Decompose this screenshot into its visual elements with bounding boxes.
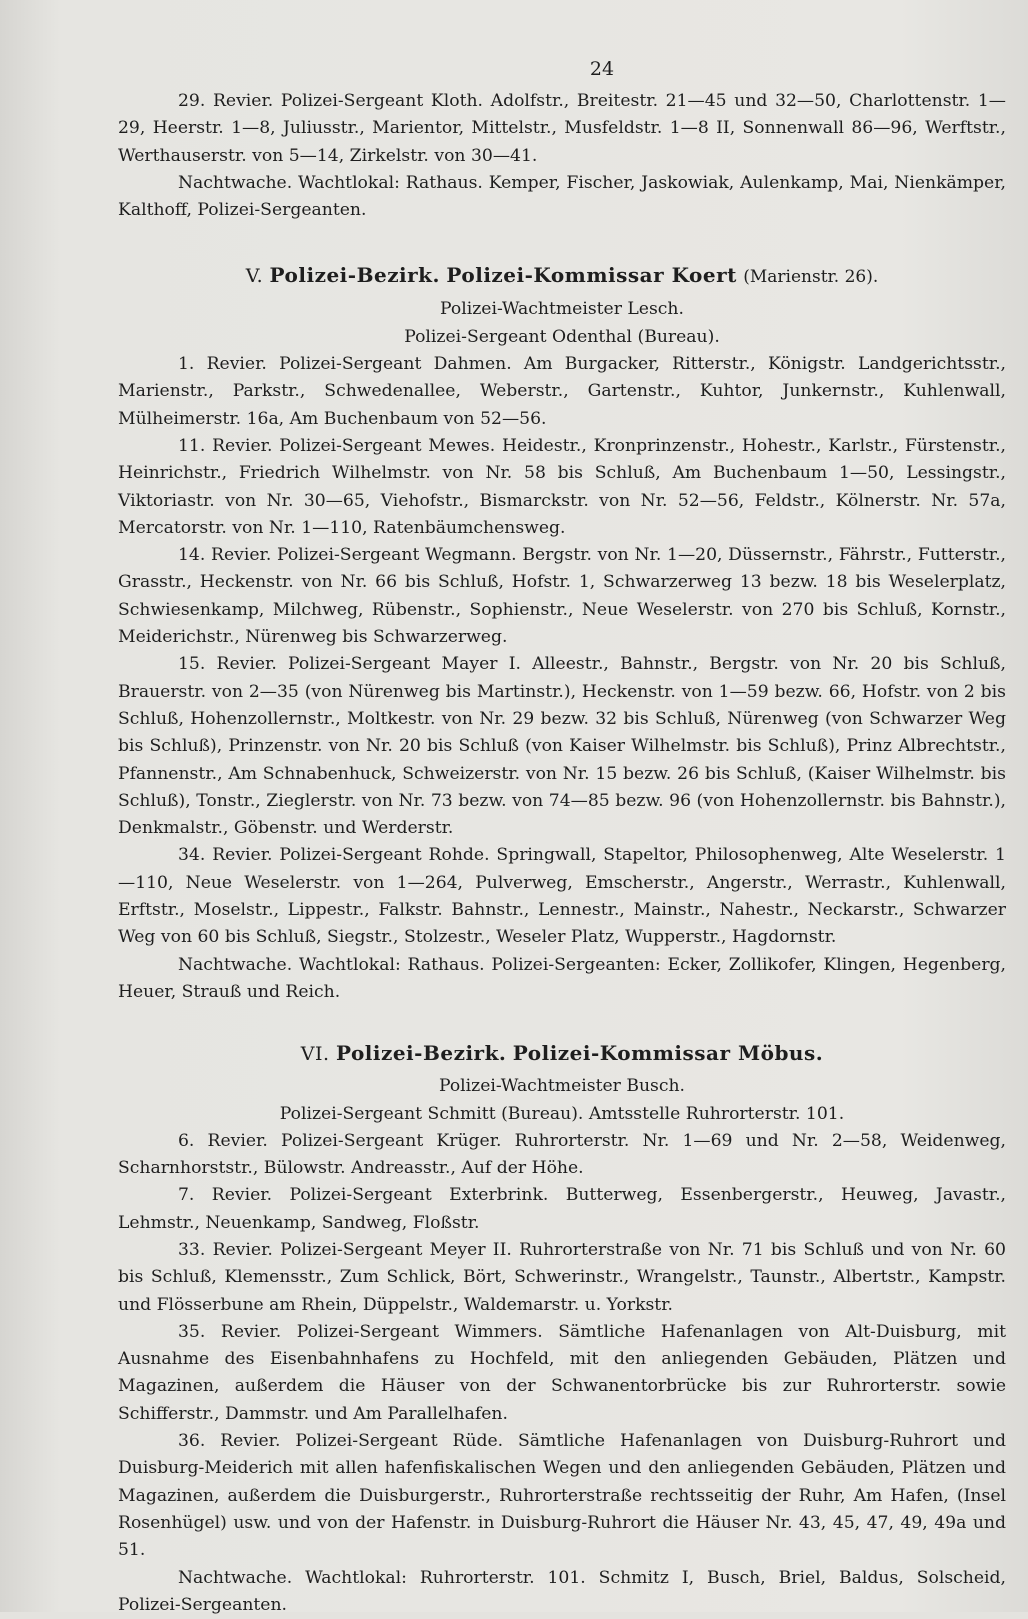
revier-paragraph: 11. Revier. Polizei-Sergeant Mewes. Heidestr., Kronprinzenstr., Hohestr., Karlstr., Fürstenstr., Heinrichstr., Friedrich Wilhelmstr. von Nr. 58 bis Schluß, Am Buchenbaum 1—50, Lessingstr., Viktoriastr. von Nr. 30—65, Viehofstr., Bismarckstr. von Nr. 52—56, Feldstr., Kölnerstr. Nr. 57a, Mercatorstr. von Nr. 1—110, Ratenbäumchensweg. — [118, 435, 1006, 538]
revier-paragraph: 7. Revier. Polizei-Sergeant Exterbrink. Butterweg, Essenbergerstr., Heuweg, Javastr., Lehmstr., Neuenkamp, Sandweg, Floßstr. — [118, 1185, 1006, 1233]
district-vi-label: Polizei-Bezirk. — [335, 1041, 507, 1066]
revier-paragraph: 1. Revier. Polizei-Sergeant Dahmen. Am Burgacker, Ritterstr., Königstr. Landgerichtsstr., Marienstr., Parkstr., Schwedenallee, Weberstr., Gartenstr., Kuhtor, Junkernstr., Kuhlenwall, Mülheimerstr. 16a, Am Buchenbaum von 52—56. — [118, 354, 1006, 429]
page-number: 24 — [589, 58, 615, 80]
revier-paragraph: 35. Revier. Polizei-Sergeant Wimmers. Sämtliche Hafenanlagen von Alt-Duisburg, mit Ausnahme des Eisenbahnhafens zu Hochfeld, mit den anliegenden Gebäuden, Plätzen und Magazinen, außerdem die Häuser von der Schwanentorbrücke bis zur Ruhrorterstr. sowie Schifferstr., Dammstr. und Am Parallelhafen. — [118, 1321, 1006, 1424]
revier-paragraph: 15. Revier. Polizei-Sergeant Mayer I. Alleestr., Bahnstr., Bergstr. von Nr. 20 bis Schluß, Brauerstr. von 2—35 (von Nürenweg bis Martinstr.), Heckenstr. von 1—59 bezw. 66, Hofstr. von 2 bis Schluß, Hohenzollernstr., Moltkestr. von Nr. 29 bezw. 32 bis Schluß, Nürenweg (von Schwarzer Weg bis Schluß), Prinzenstr. von Nr. 20 bis Schluß (von Kaiser Wilhelmstr. bis Schluß), Prinz Albrechtstr., Pfannenstr., Am Schnabenhuck, Schweizerstr. von Nr. 15 bezw. 26 bis Schluß, (Kaiser Wilhelmstr. bis Schluß), Tonstr., Zieglerstr. von Nr. 73 bezw. von 74—85 bezw. 96 (von Hohenzollernstr. bis Bahnstr.), Denkmalstr., Göbenstr. und Werderstr. — [118, 654, 1006, 839]
district-vi-night-watch: Nachtwache. Wachtlokal: Ruhrorterstr. 101. Schmitz I, Busch, Briel, Baldus, Solscheid, Polizei-Sergeanten. — [118, 1567, 1006, 1615]
district-v-heading — [118, 260, 1006, 292]
district-v-section — [118, 260, 1006, 1006]
district-vi-commissioner: Polizei-Kommissar Möbus. — [512, 1041, 824, 1066]
revier-29-paragraph: 29. Revier. Polizei-Sergeant Kloth. Adolfstr., Breitestr. 21—45 und 32—50, Charlottenstr. 1—29, Heerstr. 1—8, Juliusstr., Marientor, Mittelstr., Musfeldstr. 1—8 II, Sonnenwall 86—96, Werftstr., Werthauserstr. von 5—14, Zirkelstr. von 30—41. — [118, 91, 1006, 166]
revier-paragraph: 6. Revier. Polizei-Sergeant Krüger. Ruhrorterstr. Nr. 1—69 und Nr. 2—58, Weidenweg, Scharnhorststr., Bülowstr. Andreasstr., Auf der Höhe. — [118, 1130, 1006, 1179]
district-v-roman: V. — [245, 265, 264, 288]
district-vi-sergeant-major: Polizei-Wachtmeister Busch. — [438, 1076, 686, 1097]
revier-paragraph: 34. Revier. Polizei-Sergeant Rohde. Springwall, Stapeltor, Philosophenweg, Alte Weselerstr. 1—110, Neue Weselerstr. von 1—264, Pulverweg, Emscherstr., Angerstr., Werrastr., Kuhlenwall, Erftstr., Moselstr., Lippestr., Falkstr. Bahnstr., Lennestr., Mainstr., Nahestr., Neckarstr., Schwarzer Weg von 60 bis Schluß, Siegstr., Stolzestr., Weseler Platz, Wupperstr., Hagdornstr. — [118, 845, 1006, 948]
district-vi-heading — [118, 1038, 1006, 1069]
district-vi-office-sergeant: Polizei-Sergeant Schmitt (Bureau). Amtsstelle Ruhrorterstr. 101. — [279, 1103, 845, 1124]
night-watch-paragraph: Nachtwache. Wachtlokal: Rathaus. Kemper, Fischer, Jaskowiak, Aulenkamp, Mai, Nienkämper, Kalthoff, Polizei-Sergeanten. — [118, 172, 1006, 221]
district-v-sergeant-major: Polizei-Wachtmeister Lesch. — [440, 299, 684, 320]
revier-paragraph: 14. Revier. Polizei-Sergeant Wegmann. Bergstr. von Nr. 1—20, Düssernstr., Fährstr., Futterstr., Grasstr., Heckenstr. von Nr. 66 bis Schluß, Hofstr. 1, Schwarzerweg 13 bezw. 18 bis Weselerplatz, Schwiesenkamp, Milchweg, Rübenstr., Sophienstr., Neue Weselerstr. von 270 bis Schluß, Kornstr., Meiderichstr., Nürenweg bis Schwarzerweg. — [118, 545, 1006, 648]
district-v-commissioner-address: (Marienstr. 26). — [743, 267, 879, 288]
district-vi-roman: VI. — [300, 1043, 330, 1066]
section-iv-continuation — [118, 88, 1006, 224]
district-v-label: Polizei-Bezirk. — [269, 263, 441, 288]
district-v-night-watch: Nachtwache. Wachtlokal: Rathaus. Polizei-Sergeanten: Ecker, Zollikofer, Klingen, Hegenberg, Heuer, Strauß und Reich. — [118, 954, 1006, 1002]
revier-paragraph: 33. Revier. Polizei-Sergeant Meyer II. Ruhrorterstraße von Nr. 71 bis Schluß und von Nr. 60 bis Schluß, Klemensstr., Zum Schlick, Bört, Schwerinstr., Wrangelstr., Taunstr., Albertstr., Kampstr. und Flösserbune am Rhein, Düppelstr., Waldemarstr. u. Yorkstr. — [118, 1239, 1006, 1315]
district-vi-section — [118, 1038, 1006, 1619]
district-v-office-sergeant: Polizei-Sergeant Odenthal (Bureau). — [404, 326, 720, 347]
revier-paragraph: 36. Revier. Polizei-Sergeant Rüde. Sämtliche Hafenanlagen von Duisburg-Ruhrort und Duisburg-Meiderich mit allen hafenfiskalischen Wegen und den anliegenden Gebäuden, Plätzen und Magazinen, außerdem die Duisburgerstr., Ruhrorterstraße rechtsseitig der Ruhr, Am Hafen, (Insel Rosenhügel) usw. und von der Hafenstr. in Duisburg-Ruhrort die Häuser Nr. 43, 45, 47, 49, 49a und 51. — [118, 1431, 1006, 1561]
district-v-commissioner: Polizei-Kommissar Koert — [446, 263, 737, 288]
